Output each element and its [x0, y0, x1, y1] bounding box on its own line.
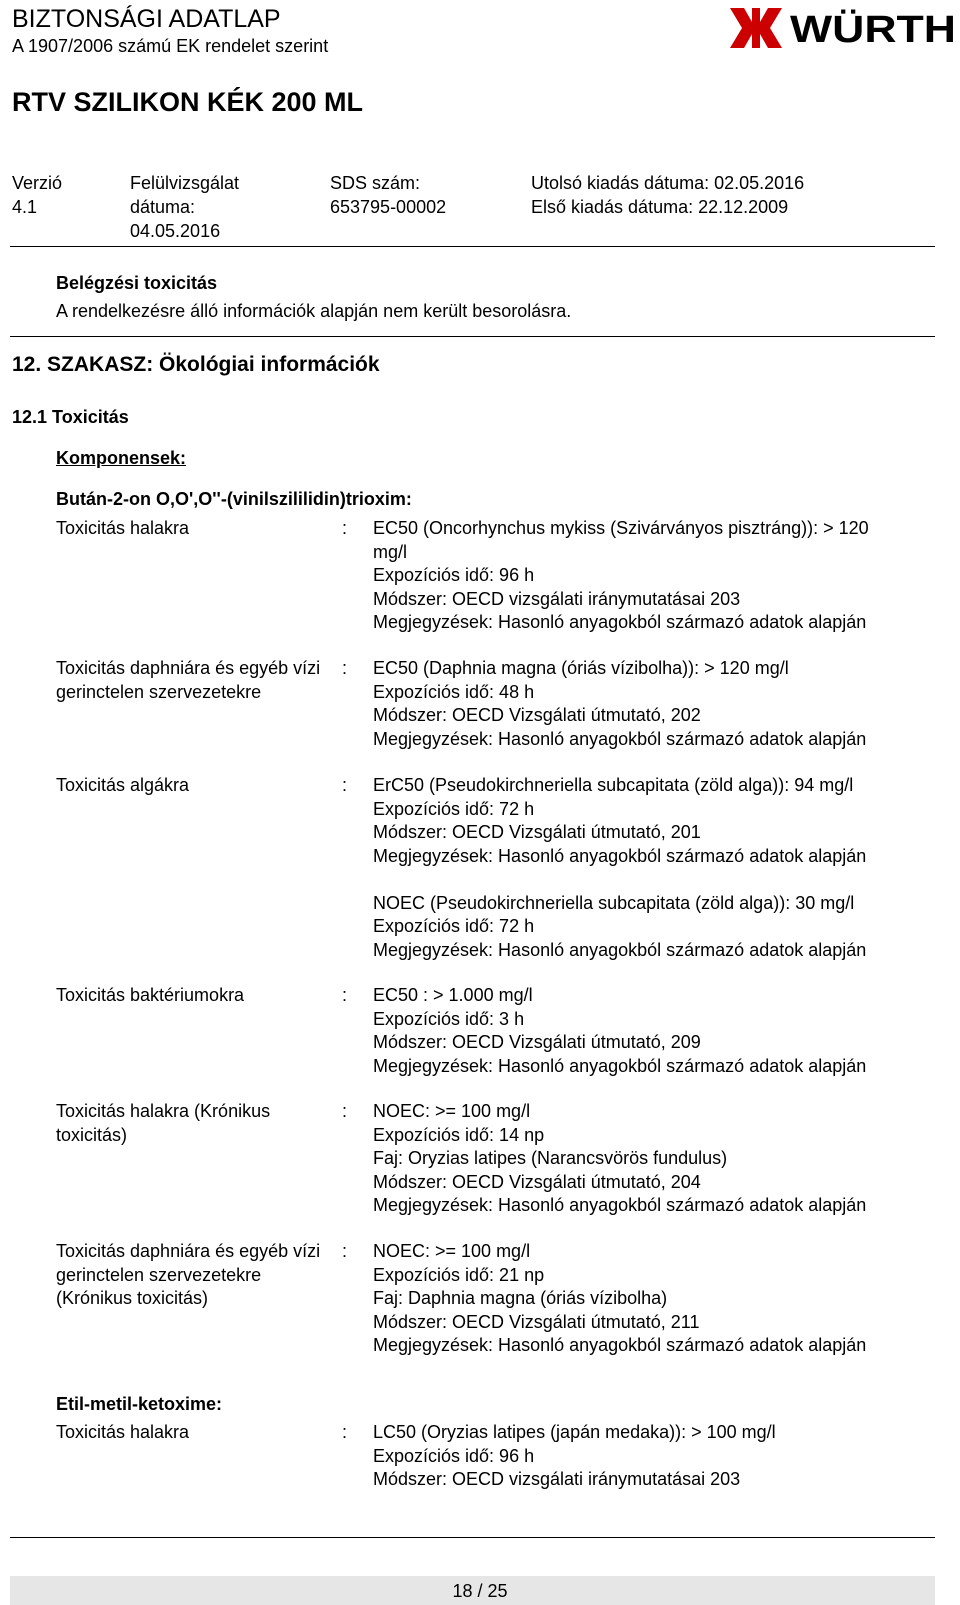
value-line: Módszer: OECD Vizsgálati útmutató, 204: [373, 1171, 701, 1192]
value-line: Megjegyzések: Hasonló anyagokból származó adatok alapján: [373, 728, 867, 749]
value-line: Megjegyzések: Hasonló anyagokból származó adatok alapján: [373, 1055, 867, 1076]
toxicity-label: Toxicitás halakra (Krónikus toxicitás): [56, 1101, 271, 1145]
colon-separator: :: [342, 1101, 348, 1121]
toxicity-label: Toxicitás algákra: [56, 775, 190, 795]
inhalation-text: A rendelkezésre álló információk alapján nem került besorolásra.: [56, 301, 572, 321]
value-line: NOEC (Pseudokirchneriella subcapitata (zöld alga)): 30 mg/l: [373, 892, 855, 913]
value-line: EC50 (Daphnia magna (óriás vízibolha)): > 120 mg/l: [373, 658, 789, 678]
version-label: Verzió: [12, 173, 63, 193]
header-divider: [10, 246, 935, 247]
revision-label-1: Felülvizsgálat: [130, 173, 240, 193]
toxicity-label: Toxicitás baktériumokra: [56, 985, 245, 1005]
colon-separator: :: [342, 775, 348, 795]
value-line: mg/l: [373, 541, 408, 562]
value-line: Faj: Oryzias latipes (Narancsvörös fundulus): [373, 1148, 728, 1168]
regulation-note: A 1907/2006 számú EK rendelet szerint: [12, 36, 329, 56]
value-line: Expozíciós idő: 21 np: [373, 1264, 545, 1285]
value-line: Módszer: OECD vizsgálati iránymutatásai 203: [373, 1469, 741, 1489]
value-line: Expozíciós idő: 48 h: [373, 681, 535, 702]
wurth-logo: [730, 4, 958, 50]
version-value: 4.1: [12, 197, 38, 217]
toxicity-values: [373, 517, 869, 635]
value-line: Megjegyzések: Hasonló anyagokból származó adatok alapján: [373, 1335, 867, 1355]
toxicity-values: [373, 984, 866, 1078]
value-line: Expozíciós idő: 96 h: [373, 565, 535, 585]
toxicity-label: Toxicitás halakra: [56, 1422, 190, 1442]
value-line: EC50 (Oncorhynchus mykiss (Szivárványos pisztráng)): > 120: [373, 518, 869, 538]
revision-block: [130, 171, 239, 243]
value-line: NOEC: >= 100 mg/l: [373, 1241, 531, 1261]
value-line: Expozíciós idő: 96 h: [373, 1445, 535, 1466]
toxicity-values: [373, 1240, 866, 1358]
footer-divider: [10, 1537, 935, 1538]
document-title: BIZTONSÁGI ADATLAP: [12, 5, 281, 33]
value-line: Megjegyzések: Hasonló anyagokból származó adatok alapján: [373, 612, 867, 632]
value-line: Megjegyzések: Hasonló anyagokból származó adatok alapján: [373, 1195, 867, 1215]
component-name: Etil-metil-ketoxime:: [56, 1394, 223, 1414]
product-name: RTV SZILIKON KÉK 200 ML: [12, 87, 364, 117]
issue-dates-block: [531, 171, 804, 219]
section-12-title: 12. SZAKASZ: Ökológiai információk: [12, 353, 380, 376]
value-line: Megjegyzések: Hasonló anyagokból származó adatok alapján: [373, 845, 867, 866]
value-line: NOEC: >= 100 mg/l: [373, 1101, 531, 1121]
section-12-1-title: 12.1 Toxicitás: [12, 407, 129, 427]
version-block: [12, 171, 62, 219]
value-line: Faj: Daphnia magna (óriás vízibolha): [373, 1288, 668, 1308]
value-line: Módszer: OECD vizsgálati iránymutatásai 203: [373, 588, 741, 609]
wurth-logo-text: WÜRTH: [790, 9, 932, 50]
components-label: Komponensek:: [56, 448, 187, 468]
toxicity-values: [373, 1100, 866, 1218]
toxicity-values: [373, 774, 866, 962]
colon-separator: :: [342, 658, 348, 678]
toxicity-values: [373, 657, 866, 751]
value-line: Módszer: OECD Vizsgálati útmutató, 211: [373, 1311, 700, 1332]
colon-separator: :: [342, 1422, 348, 1442]
toxicity-label: Toxicitás halakra: [56, 518, 190, 538]
value-line: ErC50 (Pseudokirchneriella subcapitata (zöld alga)): 94 mg/l: [373, 775, 854, 795]
sds-label: SDS szám:: [330, 173, 421, 193]
toxicity-label: Toxicitás daphniára és egyéb vízi gerinctelen szervezetekre (Krónikus toxicitás): [56, 1241, 321, 1308]
wurth-logo-mark: [730, 8, 782, 48]
section-divider: [10, 336, 935, 337]
sds-value: 653795-00002: [330, 197, 447, 217]
value-line: Expozíciós idő: 3 h: [373, 1008, 525, 1029]
colon-separator: :: [342, 1241, 348, 1261]
component-name: Bután-2-on O,O',O''-(vinilszililidin)trioxim:: [56, 489, 412, 509]
value-line: Módszer: OECD Vizsgálati útmutató, 201: [373, 822, 701, 842]
toxicity-label: Toxicitás daphniára és egyéb vízi gerinctelen szervezetekre: [56, 658, 321, 702]
value-line: Módszer: OECD Vizsgálati útmutató, 209: [373, 1032, 701, 1052]
inhalation-heading: Belégzési toxicitás: [56, 273, 218, 293]
colon-separator: :: [342, 518, 348, 538]
first-issue-date: Első kiadás dátuma: 22.12.2009: [531, 197, 789, 217]
value-line: Megjegyzések: Hasonló anyagokból származó adatok alapján: [373, 939, 867, 960]
value-line: LC50 (Oryzias latipes (japán medaka)): > 100 mg/l: [373, 1422, 776, 1442]
page-number: 18 / 25: [452, 1581, 508, 1601]
value-line: Expozíciós idő: 72 h: [373, 916, 535, 936]
value-line: Expozíciós idő: 14 np: [373, 1124, 545, 1145]
value-line: Módszer: OECD Vizsgálati útmutató, 202: [373, 705, 701, 725]
toxicity-values: [373, 1421, 776, 1492]
value-line: [373, 868, 866, 892]
sds-block: [330, 171, 446, 219]
revision-label-2: dátuma:: [130, 197, 196, 217]
last-issue-date: Utolsó kiadás dátuma: 02.05.2016: [531, 173, 805, 193]
revision-value: 04.05.2016: [130, 221, 221, 241]
value-line: EC50 : > 1.000 mg/l: [373, 985, 533, 1005]
value-line: Expozíciós idő: 72 h: [373, 798, 535, 819]
colon-separator: :: [342, 985, 348, 1005]
